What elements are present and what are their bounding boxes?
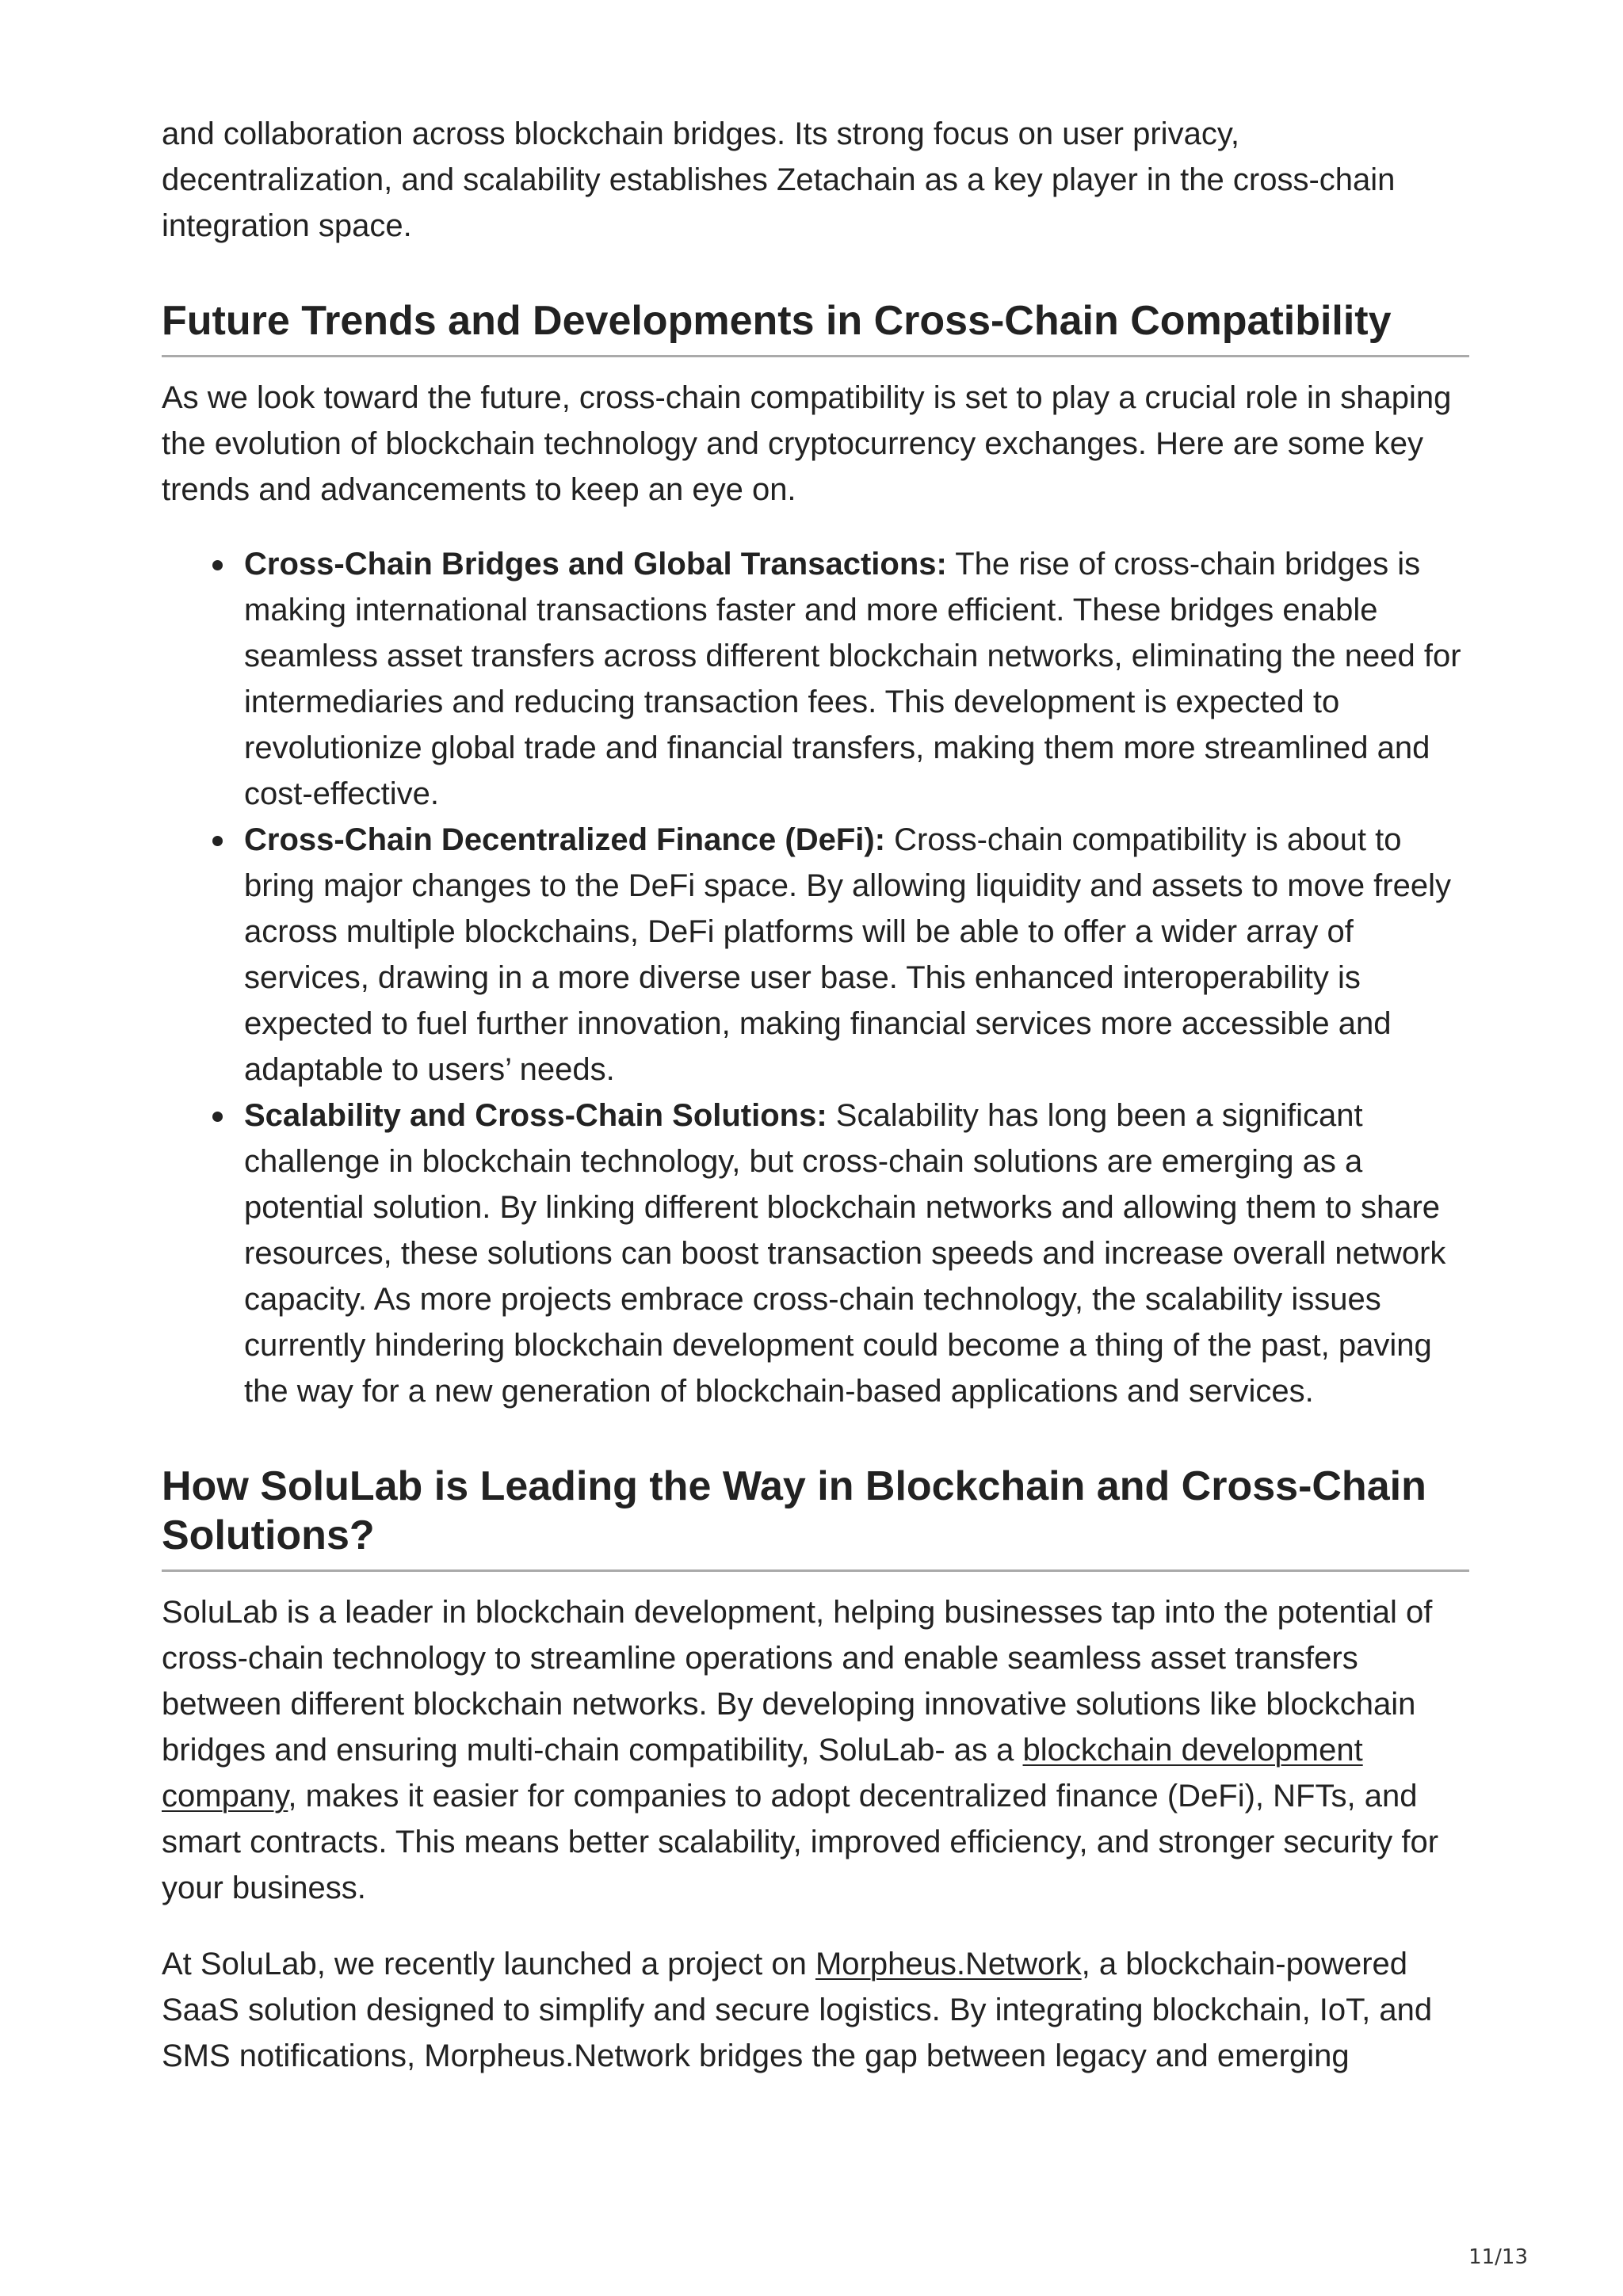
section-heading-solulab: How SoluLab is Leading the Way in Blockchain and Cross-Chain Solutions? — [162, 1462, 1469, 1572]
list-item — [244, 817, 1469, 1093]
list-item-title: Cross-Chain Decentralized Finance (DeFi): — [244, 822, 886, 857]
list-item — [244, 541, 1469, 817]
list-item-title: Cross-Chain Bridges and Global Transactions: — [244, 547, 947, 582]
intro-paragraph: and collaboration across blockchain bridges. Its strong focus on user privacy, decentralization, and scalability establishes Zetachain as a key player in the cross-chain integration space. — [162, 116, 1396, 243]
blockchain-development-company-link[interactable]: blockchain development company — [162, 1733, 1363, 1814]
morpheus-paragraph — [162, 1941, 1469, 2079]
page-number: 11/13 — [1468, 2245, 1528, 2269]
solulab-paragraph — [162, 1589, 1469, 1911]
section-heading-future-trends: Future Trends and Developments in Cross-Chain Compatibility — [162, 296, 1469, 357]
list-item-text: Cross-chain compatibility is about to bring major changes to the DeFi space. By allowing liquidity and assets to move freely across multiple blockchains, DeFi platforms will be able to offer a wider array of services, drawing in a more diverse user base. This enhanced interoperability is expected to fuel further innovation, making financial services more accessible and adaptable to users’ needs. — [244, 822, 1451, 1087]
morpheus-paragraph-text-start: At SoluLab, we recently launched a project on — [162, 1947, 815, 1981]
list-item-text: Scalability has long been a significant challenge in blockchain technology, but cross-chain solutions are emerging as a potential solution. By linking different blockchain networks and allowing them to share resources, these solutions can boost transaction speeds and increase overall network capacity. As more projects embrace cross-chain technology, the scalability issues currently hindering blockchain development could become a thing of the past, paving the way for a new generation of blockchain-based applications and services. — [244, 1098, 1446, 1409]
list-item — [244, 1093, 1469, 1414]
future-trends-paragraph: As we look toward the future, cross-chain compatibility is set to play a crucial role in shaping the evolution of blockchain technology and cryptocurrency exchanges. Here are some key trends and advancements to keep an eye on. — [162, 380, 1452, 507]
trends-list — [162, 541, 1469, 1414]
morpheus-network-link[interactable]: Morpheus.Network — [815, 1947, 1082, 1981]
list-item-text: The rise of cross-chain bridges is making international transactions faster and more efficient. These bridges enable seamless asset transfers across different blockchain networks, eliminating the need for intermediaries and reducing transaction fees. This development is expected to revolutionize global trade and financial transfers, making them more streamlined and cost-effective. — [244, 547, 1461, 811]
list-item-title: Scalability and Cross-Chain Solutions: — [244, 1098, 827, 1133]
solulab-paragraph-text-start: SoluLab is a leader in blockchain development, helping businesses tap into the potential of cross-chain technology to streamline operations and enable seamless asset transfers between different blockchain networks. By developing innovative solutions like blockchain bridges and ensuring multi-chain compatibility, SoluLab- as a — [162, 1595, 1433, 1768]
morpheus-paragraph-text-end: , a blockchain-powered SaaS solution designed to simplify and secure logistics. By integrating blockchain, IoT, and SMS notifications, Morpheus.Network bridges the gap between legacy and emerging — [162, 1947, 1433, 2073]
document-page — [162, 111, 1469, 2079]
solulab-paragraph-text-end: , makes it easier for companies to adopt decentralized finance (DeFi), NFTs, and smart contracts. This means better scalability, improved efficiency, and stronger security for your business. — [162, 1779, 1439, 1905]
